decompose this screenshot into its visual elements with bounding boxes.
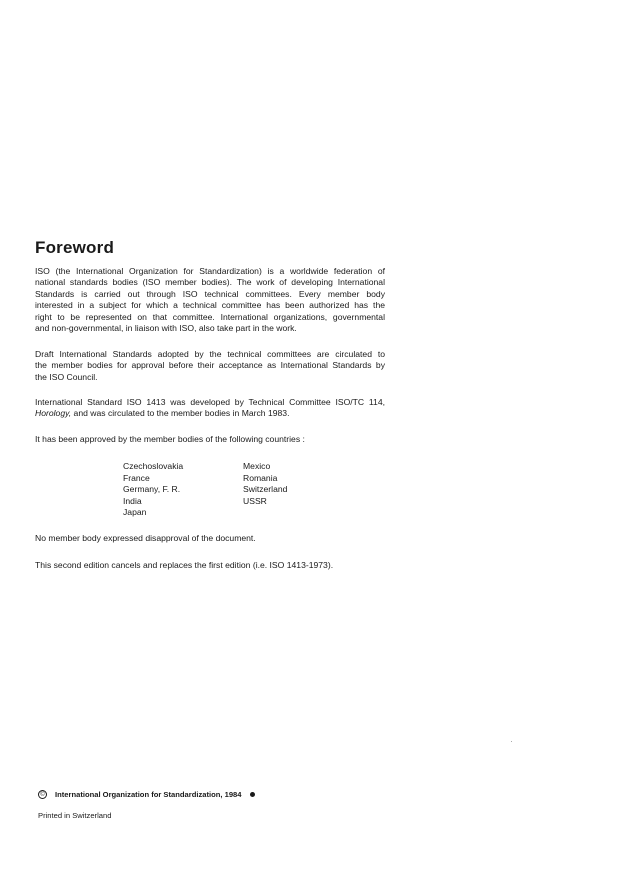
country-item: USSR	[243, 495, 267, 506]
text-line: and non-governmental, in liaison with ISO, also take part in the work.	[35, 323, 297, 334]
country-item: France	[123, 472, 150, 483]
development-paragraph	[35, 397, 385, 420]
country-item: Germany, F. R.	[123, 484, 181, 494]
text-line: No member body expressed disapproval of the document.	[35, 533, 256, 543]
country-item: Romania	[243, 472, 278, 483]
text-line: interested in a subject for which a technical committee has been authorized has the	[35, 300, 385, 311]
text-line: the ISO Council.	[35, 371, 98, 382]
country-item: Japan	[123, 507, 147, 517]
iso-intro-paragraph	[35, 266, 385, 334]
printed-in-line: Printed in Switzerland	[38, 811, 112, 820]
text-segment: and was circulated to the member bodies in March 1983.	[71, 408, 290, 419]
country-item: Switzerland	[243, 484, 288, 494]
text-line: ISO (the International Organization for Standardization) is a worldwide federation of	[35, 266, 385, 276]
text-line: Standards is carried out through ISO technical committees. Every member body	[35, 288, 385, 299]
approval-paragraph	[35, 434, 385, 445]
text-line: This second edition cancels and replaces the first edition (i.e. ISO 1413-1973).	[35, 560, 334, 570]
copyright-line	[38, 790, 255, 799]
country-item: India	[123, 495, 142, 506]
text-line: right to be represented on that committee. International organizations, governmental	[35, 311, 385, 322]
text-line: International Standard ISO 1413 was developed by Technical Committee ISO/TC 114,	[35, 397, 385, 407]
copyright-text: International Organization for Standardization, 1984	[55, 790, 242, 799]
scan-speck	[511, 741, 512, 742]
committee-name: Horology,	[35, 408, 72, 419]
countries-list-left	[123, 461, 183, 519]
edition-paragraph	[35, 560, 385, 571]
text-line: It has been approved by the member bodies of the following countries :	[35, 434, 305, 444]
disapproval-paragraph	[35, 533, 385, 544]
text-line: the member bodies for approval before their acceptance as International Standards by	[35, 360, 385, 371]
text-line: Draft International Standards adopted by the technical committees are circulated to	[35, 349, 385, 359]
foreword-heading: Foreword	[35, 238, 115, 257]
text-line	[35, 408, 385, 419]
countries-list-right	[243, 461, 287, 507]
draft-standards-paragraph	[35, 349, 385, 383]
copyright-icon: ©	[38, 790, 47, 799]
country-item: Mexico	[243, 461, 271, 471]
country-item: Czechoslovakia	[123, 461, 184, 471]
bullet-icon	[250, 792, 255, 797]
text-line: national standards bodies (ISO member bodies). The work of developing International	[35, 277, 385, 288]
